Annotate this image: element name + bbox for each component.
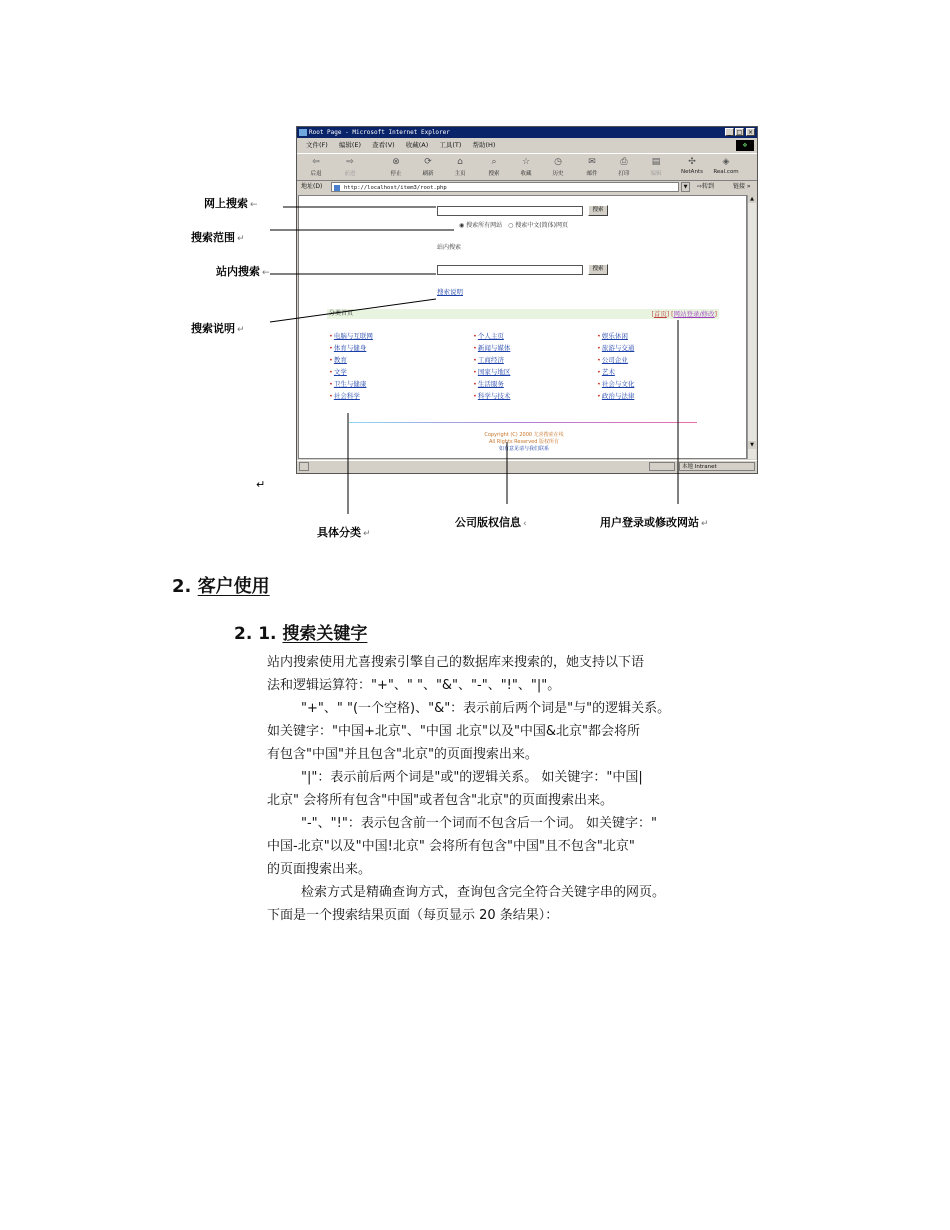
annotation-search-range: 搜索范围 ↵ xyxy=(191,231,245,244)
toolbar-real[interactable]: ◈ Real.com xyxy=(713,157,739,175)
back-arrow-icon: ⇦ xyxy=(312,157,320,167)
category-link[interactable]: • 文学 xyxy=(329,366,459,378)
search-range-options: ◉ 搜索所有网站 ○ 搜索中文(简体)网页 xyxy=(459,222,568,229)
menu-file[interactable]: 文件(F) xyxy=(306,141,328,149)
category-link[interactable]: • 国家与地区 xyxy=(473,366,593,378)
section-number: 2. 1. xyxy=(234,624,277,644)
annotation-site-search: 站内搜索 ← xyxy=(216,265,270,278)
address-dropdown-icon[interactable]: ▼ xyxy=(681,182,690,192)
minimize-button[interactable]: _ xyxy=(725,128,734,136)
annotation-copyright: 公司版权信息 ‹ xyxy=(455,516,527,529)
address-value: http://localhost/item3/root.php xyxy=(344,185,447,191)
category-link[interactable]: • 科学与技术 xyxy=(473,390,593,402)
top-links: [首页] [网站登录/修改] xyxy=(651,310,717,318)
category-link[interactable]: • 电脑与互联网 xyxy=(329,330,459,342)
search-help-link[interactable]: 搜索说明 xyxy=(437,288,463,296)
category-link[interactable]: • 工商经济 xyxy=(473,354,593,366)
favorites-icon: ☆ xyxy=(521,157,531,167)
radio-cn-icon[interactable]: ○ xyxy=(508,222,514,229)
stray-paragraph-mark: ↵ xyxy=(256,478,266,491)
category-link[interactable]: • 卫生与健康 xyxy=(329,378,459,390)
text-line: 有包含"中国"并且包含"北京"的页面搜索出来。 xyxy=(267,747,538,762)
toolbar-forward[interactable]: ⇨ 前进 xyxy=(344,157,356,177)
category-link[interactable]: • 体育与健身 xyxy=(329,342,459,354)
leader-search-help xyxy=(270,299,436,322)
go-button[interactable]: ⇨转到 xyxy=(697,183,715,190)
category-link[interactable]: • 艺术 xyxy=(597,366,717,378)
text-line: 的页面搜索出来。 xyxy=(267,862,372,877)
edit-icon: ▤ xyxy=(651,157,661,167)
history-icon: ◷ xyxy=(554,157,562,167)
category-link[interactable]: • 教育 xyxy=(329,354,459,366)
toolbar-print[interactable]: ⎙ 打印 xyxy=(618,157,630,177)
real-icon: ◈ xyxy=(722,157,730,167)
text-line: 如关键字："中国+北京"、"中国 北京"以及"中国&北京"都会将所 xyxy=(267,724,641,739)
section-title: 客户使用 xyxy=(197,576,270,597)
category-link[interactable]: • 社会科学 xyxy=(329,390,459,402)
category-link[interactable]: • 个人主页 xyxy=(473,330,593,342)
stop-icon: ⊗ xyxy=(392,157,400,167)
category-link[interactable]: • 社会与文化 xyxy=(597,378,717,390)
return-mark-icon: ↵ xyxy=(237,234,245,244)
return-mark-icon: ↵ xyxy=(701,519,709,529)
body-text xyxy=(267,651,670,927)
return-mark-icon: ← xyxy=(250,200,258,210)
toolbar-history[interactable]: ◷ 历史 xyxy=(552,157,564,177)
text-line: 站内搜索使用尤喜搜索引擎自己的数据库来搜索的，她支持以下语 xyxy=(267,655,645,670)
annotation-login: 用户登录或修改网站 ↵ xyxy=(600,516,709,529)
maximize-button[interactable]: □ xyxy=(736,129,743,136)
text-line: 北京" 会将所有包含"中国"或者包含"北京"的页面搜索出来。 xyxy=(267,793,614,808)
copyright-line: All Rights Reserved 版权所有 xyxy=(488,439,559,445)
toolbar-favorites[interactable]: ☆ 收藏 xyxy=(520,157,532,177)
status-zone: 本地 Intranet xyxy=(679,462,755,471)
site-search-label: 站内搜索 xyxy=(437,244,462,251)
netants-icon: ✣ xyxy=(688,157,696,167)
category-bar-title: 分类首页 xyxy=(329,310,354,317)
section-number: 2. xyxy=(172,576,192,597)
section-2-1-heading xyxy=(234,619,367,644)
toolbar-mail[interactable]: ✉ 邮件 xyxy=(586,157,598,177)
site-search-button[interactable]: 搜索 xyxy=(588,264,608,275)
menu-favorites[interactable]: 收藏(A) xyxy=(405,141,429,149)
section-title: 搜索关键字 xyxy=(282,624,368,644)
toolbar-search[interactable]: ⌕ 搜索 xyxy=(488,157,500,177)
text-line: 中国-北京"以及"中国!北京" 会将所有包含"中国"且不包含"北京" xyxy=(267,839,635,854)
category-link[interactable]: • 旅游与交通 xyxy=(597,342,717,354)
text-line: 法和逻辑运算符："+"、" "、"&"、"-"、"!"、"|"。 xyxy=(267,678,561,693)
text-line: "|"：表示前后两个词是"或"的逻辑关系。 如关键字："中国| xyxy=(301,770,643,785)
category-link[interactable]: • 新闻与媒体 xyxy=(473,342,593,354)
text-line: "-"、"!"：表示包含前一个词而不包含后一个词。 如关键字：" xyxy=(301,816,657,831)
text-line: 下面是一个搜索结果页面（每页显示 20 条结果）： xyxy=(267,908,559,923)
print-icon: ⎙ xyxy=(620,157,628,167)
menu-edit[interactable]: 编辑(E) xyxy=(338,141,362,149)
mail-icon: ✉ xyxy=(588,157,596,167)
menu-tools[interactable]: 工具(T) xyxy=(439,141,462,149)
scroll-down-icon[interactable]: ▼ xyxy=(748,441,756,449)
return-mark-icon: ‹ xyxy=(523,519,527,529)
search-icon: ⌕ xyxy=(491,157,497,167)
return-mark-icon: ↵ xyxy=(363,529,371,539)
browser-title: Root Page - Microsoft Internet Explorer xyxy=(309,129,450,136)
radio-all-icon[interactable]: ◉ xyxy=(459,222,465,229)
forward-arrow-icon: ⇨ xyxy=(346,157,354,167)
toolbar-edit[interactable]: ▤ 编辑 xyxy=(650,157,662,177)
annotation-web-search: 网上搜索 ← xyxy=(204,197,258,210)
section-2-heading xyxy=(172,572,270,598)
home-icon: ⌂ xyxy=(457,157,463,167)
toolbar-netants[interactable]: ✣ NetAnts xyxy=(681,157,703,175)
annotation-search-help: 搜索说明 ↵ xyxy=(191,322,245,335)
toolbar-refresh[interactable]: ⟳ 刷新 xyxy=(422,157,434,177)
category-link[interactable]: • 政治与法律 xyxy=(597,390,717,402)
login-link[interactable]: 网站登录/修改 xyxy=(673,310,715,318)
contact-link[interactable]: 如有意见请与我们联系 xyxy=(498,446,549,452)
menu-view[interactable]: 查看(V) xyxy=(372,141,395,149)
copyright-line: Copyright (C) 2000 尤喜搜索在线 xyxy=(484,432,564,438)
text-line: 检索方式是精确查询方式，查询包含完全符合关键字串的网页。 xyxy=(301,885,666,900)
scroll-up-icon[interactable]: ▲ xyxy=(748,195,756,203)
refresh-icon: ⟳ xyxy=(424,157,432,167)
return-mark-icon: ← xyxy=(262,268,270,278)
text-line: "+"、" "(一个空格)、"&"：表示前后两个词是"与"的逻辑关系。 xyxy=(301,701,671,716)
toolbar-stop[interactable]: ⊗ 停止 xyxy=(390,157,402,177)
annotation-categories: 具体分类 ↵ xyxy=(317,526,371,539)
go-arrow-icon: ⇨ xyxy=(697,183,703,190)
category-link[interactable]: • 生活服务 xyxy=(473,378,593,390)
address-label: 地址(D) xyxy=(301,183,323,190)
return-mark-icon: ↵ xyxy=(237,325,245,335)
toolbar-back[interactable]: ⇦ 后退 xyxy=(310,157,322,177)
menu-help[interactable]: 帮助(H) xyxy=(472,141,496,149)
annotation-leaders xyxy=(0,0,950,560)
close-button[interactable]: × xyxy=(747,129,754,136)
links-button[interactable]: 链接 » xyxy=(733,183,751,190)
home-link[interactable]: 首页 xyxy=(653,310,667,318)
category-link[interactable]: • 娱乐休闲 xyxy=(597,330,717,342)
web-search-button[interactable]: 搜索 xyxy=(588,205,608,216)
windows-logo-icon: ❖ xyxy=(736,140,754,151)
category-link[interactable]: • 公司企业 xyxy=(597,354,717,366)
toolbar-home[interactable]: ⌂ 主页 xyxy=(454,157,466,177)
